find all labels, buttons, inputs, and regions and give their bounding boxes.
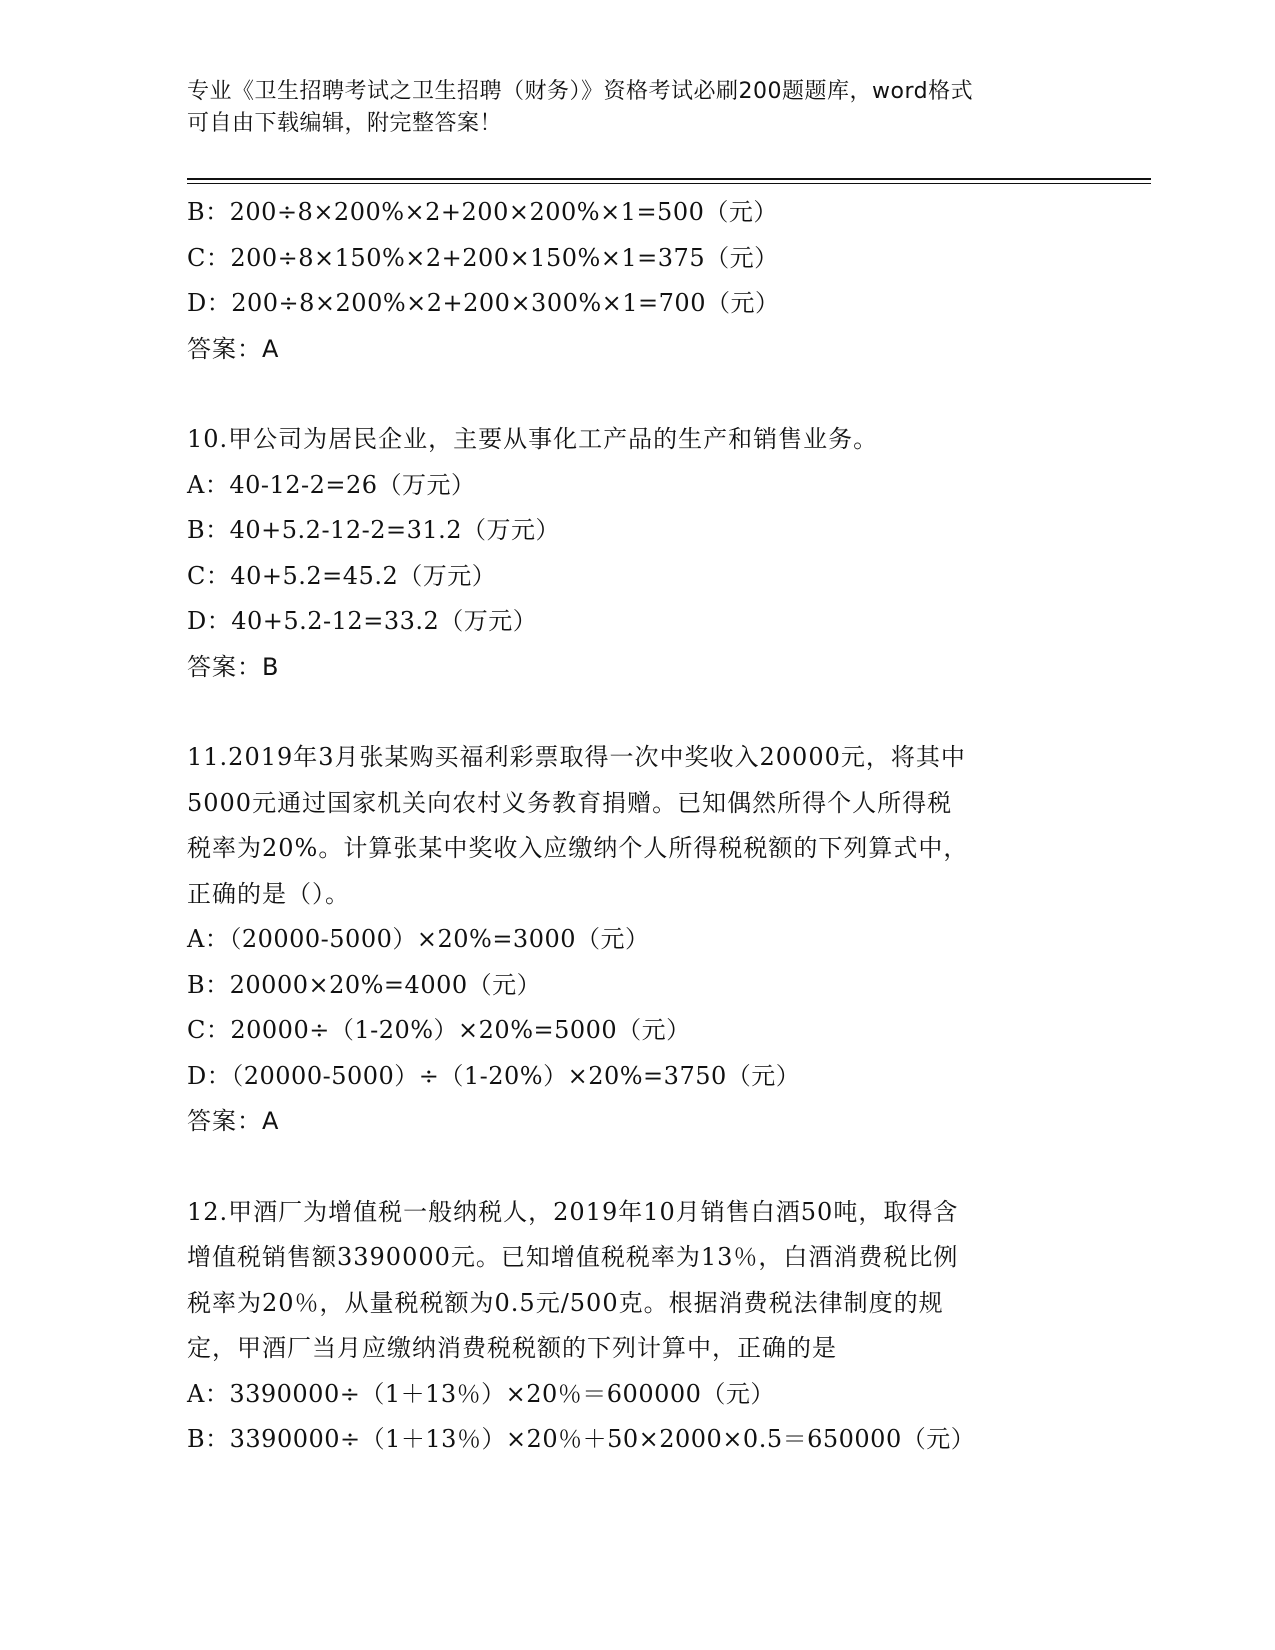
q10-stem: 10.甲公司为居民企业，主要从事化工产品的生产和销售业务。 [187, 425, 879, 453]
q12-stem-line: 12.甲酒厂为增值税一般纳税人，2019年10月销售白酒50吨，取得含 [187, 1197, 959, 1226]
q9-answer: 答案：A [187, 334, 280, 363]
q12-option-a: A：3390000÷（1＋13％）×20％＝600000（元） [187, 1379, 775, 1408]
q11-option-d: D：（20000-5000）÷（1-20%）×20%=3750（元） [187, 1061, 801, 1090]
header-divider-thick [187, 178, 1151, 180]
q10-option-c: C：40+5.2=45.2（万元） [187, 561, 497, 590]
question-10 [187, 417, 1087, 690]
q11-answer: 答案：A [187, 1107, 280, 1135]
question-12 [187, 1190, 1087, 1463]
q11-option-b: B：20000×20%=4000（元） [187, 970, 542, 999]
q11-stem-line: 11.2019年3月张某购买福利彩票取得一次中奖收入20000元，将其中 [187, 743, 966, 771]
spacer [187, 372, 1087, 417]
document-body [187, 190, 1087, 1463]
q11-option-c: C：20000÷（1-20%）×20%=5000（元） [187, 1016, 691, 1044]
q11-stem-line: 正确的是（）。 [187, 879, 350, 908]
q10-answer: 答案：B [187, 652, 280, 681]
spacer [187, 1145, 1087, 1190]
q12-stem-line: 税率为20％，从量税税额为0.5元/500克。根据消费税法律制度的规 [187, 1288, 944, 1317]
q11-stem-line: 税率为20%。计算张某中奖收入应缴纳个人所得税税额的下列算式中， [187, 834, 969, 862]
question-9 [187, 190, 1087, 372]
q11-option-a: A：（20000-5000）×20%=3000（元） [187, 925, 650, 953]
q11-stem-line: 5000元通过国家机关向农村义务教育捐赠。已知偶然所得个人所得税 [187, 788, 953, 817]
q9-option-c: C：200÷8×150%×2+200×150%×1=375（元） [187, 243, 779, 272]
q10-option-a: A：40-12-2=26（万元） [187, 470, 476, 499]
spacer [187, 690, 1087, 735]
question-11 [187, 735, 1087, 1145]
document-header [187, 76, 1067, 140]
q12-stem-line: 定，甲酒厂当月应缴纳消费税税额的下列计算中，正确的是 [187, 1334, 837, 1362]
q10-option-b: B：40+5.2-12-2=31.2（万元） [187, 516, 561, 544]
q9-option-d: D：200÷8×200%×2+200×300%×1=700（元） [187, 289, 780, 317]
header-divider-thin [187, 183, 1151, 184]
q12-stem-line: 增值税销售额3390000元。已知增值税税率为13％，白酒消费税比例 [187, 1243, 959, 1271]
header-title-line-1: 专业《卫生招聘考试之卫生招聘（财务）》资格考试必刷200题题库，word格式 [187, 79, 974, 104]
header-title-line-2: 可自由下载编辑，附完整答案！ [187, 111, 503, 136]
q12-option-b: B：3390000÷（1＋13％）×20％＋50×2000×0.5＝650000（元） [187, 1425, 976, 1453]
q10-option-d: D：40+5.2-12=33.2（万元） [187, 607, 538, 635]
q9-option-b: B：200÷8×200%×2+200×200%×1=500（元） [187, 198, 778, 226]
